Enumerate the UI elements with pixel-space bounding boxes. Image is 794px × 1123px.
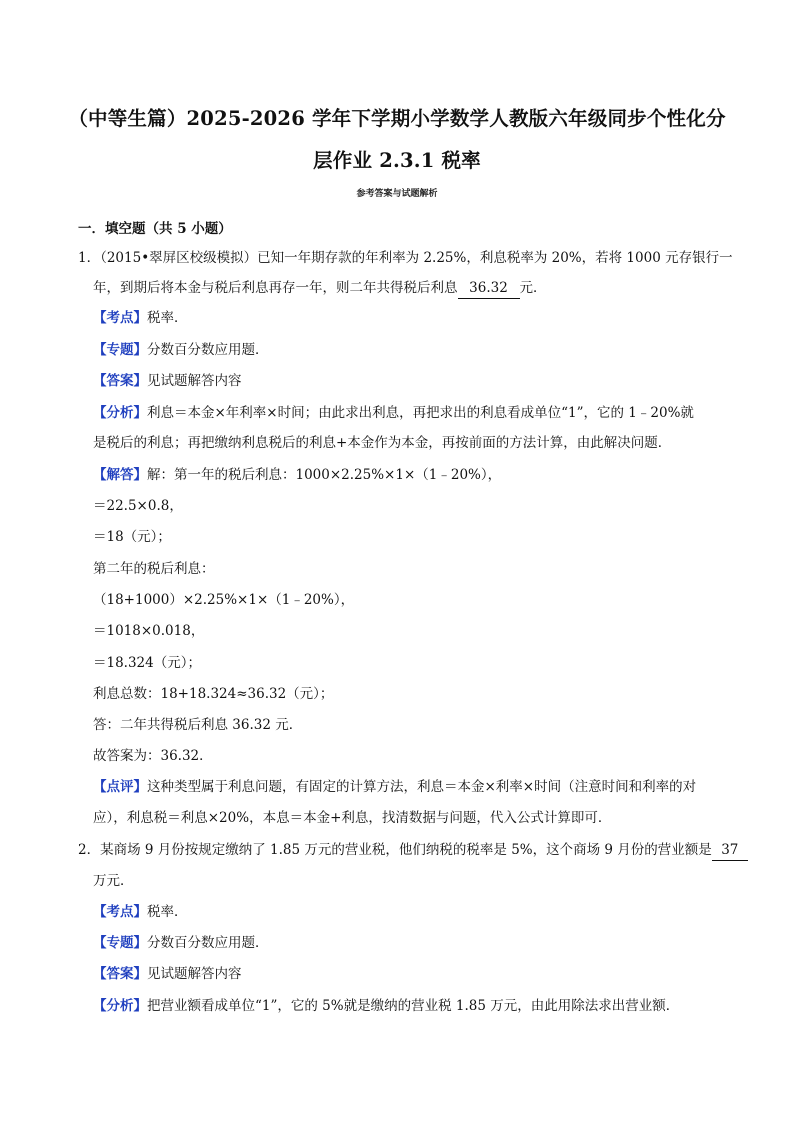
jieda-line-7: ＝18.324（元）；: [93, 655, 201, 671]
kaodian-tag: 【考点】: [93, 310, 147, 326]
jieda-tag: 【解答】: [93, 467, 147, 483]
answer-subtitle: 参考答案与试题解析: [356, 189, 438, 199]
daan-tag: 【答案】: [93, 373, 147, 389]
dianping-row-2: 应），利息税＝利息×20%，本息＝本金+利息，找清数据与问题，代入公式计算即可．: [93, 810, 612, 826]
zhuanti-tag: 【专题】: [93, 342, 147, 358]
daan-row: 【答案】见试题解答内容: [93, 373, 242, 389]
title-line-2: 层作业 2.3.1 税率: [313, 149, 481, 172]
zhuanti-row: 【专题】分数百分数应用题．: [93, 935, 269, 951]
fenxi-row: 【分析】把营业额看成单位“1”，它的 5%就是缴纳的营业税 1.85 万元，由此用除法求出营业额．: [93, 998, 680, 1014]
question-2-stem-line-1: 2．某商场 9 月份按规定缴纳了 1.85 万元的营业税，他们纳税的税率是 5%，这个商场 9 月份的营业额是 37: [78, 840, 748, 861]
answer-blank: 37: [712, 840, 748, 861]
question-number: 1．: [78, 250, 101, 266]
zhuanti-tag: 【专题】: [93, 935, 147, 951]
dianping-tag: 【点评】: [93, 779, 147, 795]
kaodian-tag: 【考点】: [93, 904, 147, 920]
answer-blank: 36.32: [458, 278, 520, 299]
jieda-row: 【解答】解：第一年的税后利息：1000×2.25%×1×（1﹣20%），: [93, 467, 502, 483]
jieda-line-4: 第二年的税后利息：: [93, 561, 215, 577]
fenxi-row-2: 是税后的利息；再把缴纳利息税后的利息+本金作为本金，再按前面的方法计算，由此解决问题．: [93, 435, 672, 451]
jieda-line-8: 利息总数：18+18.324≈36.32（元）；: [93, 686, 334, 702]
fenxi-tag: 【分析】: [93, 405, 147, 421]
jieda-line-5: （18+1000）×2.25%×1×（1﹣20%），: [93, 592, 355, 608]
question-1-stem-line-2: 年，到期后将本金与税后利息再存一年，则二年共得税后利息 36.32 元．: [93, 278, 547, 299]
jieda-line-3: ＝18（元）；: [93, 529, 171, 545]
page-title: [60, 98, 734, 182]
jieda-line-9: 答：二年共得税后利息 36.32 元．: [93, 717, 303, 733]
kaodian-row: 【考点】税率．: [93, 310, 188, 326]
daan-row: 【答案】见试题解答内容: [93, 966, 242, 982]
zhuanti-row: 【专题】分数百分数应用题．: [93, 342, 269, 358]
fenxi-row: 【分析】利息＝本金×年利率×时间；由此求出利息，再把求出的利息看成单位“1”，它的 1﹣20%就: [93, 405, 694, 421]
title-line-1: （中等生篇）2025-2026 学年下学期小学数学人教版六年级同步个性化分: [68, 107, 726, 130]
fenxi-tag: 【分析】: [93, 998, 147, 1014]
dianping-row: 【点评】这种类型属于利息问题，有固定的计算方法，利息＝本金×利率×时间（注意时间和利率的对: [93, 779, 697, 795]
question-number: 2．: [78, 842, 101, 858]
kaodian-row: 【考点】税率．: [93, 904, 188, 920]
section-heading: 一．填空题（共 5 小题）: [78, 221, 232, 237]
jieda-line-6: ＝1018×0.018，: [93, 623, 205, 639]
jieda-line-2: ＝22.5×0.8，: [93, 498, 183, 514]
question-2-stem-line-2: 万元．: [93, 873, 134, 889]
question-1-stem-line-1: 1．（2015•翠屏区校级模拟）已知一年期存款的年利率为 2.25%，利息税率为 20%，若将 1000 元存银行一: [78, 250, 733, 266]
daan-tag: 【答案】: [93, 966, 147, 982]
jieda-line-10: 故答案为：36.32．: [93, 748, 213, 764]
